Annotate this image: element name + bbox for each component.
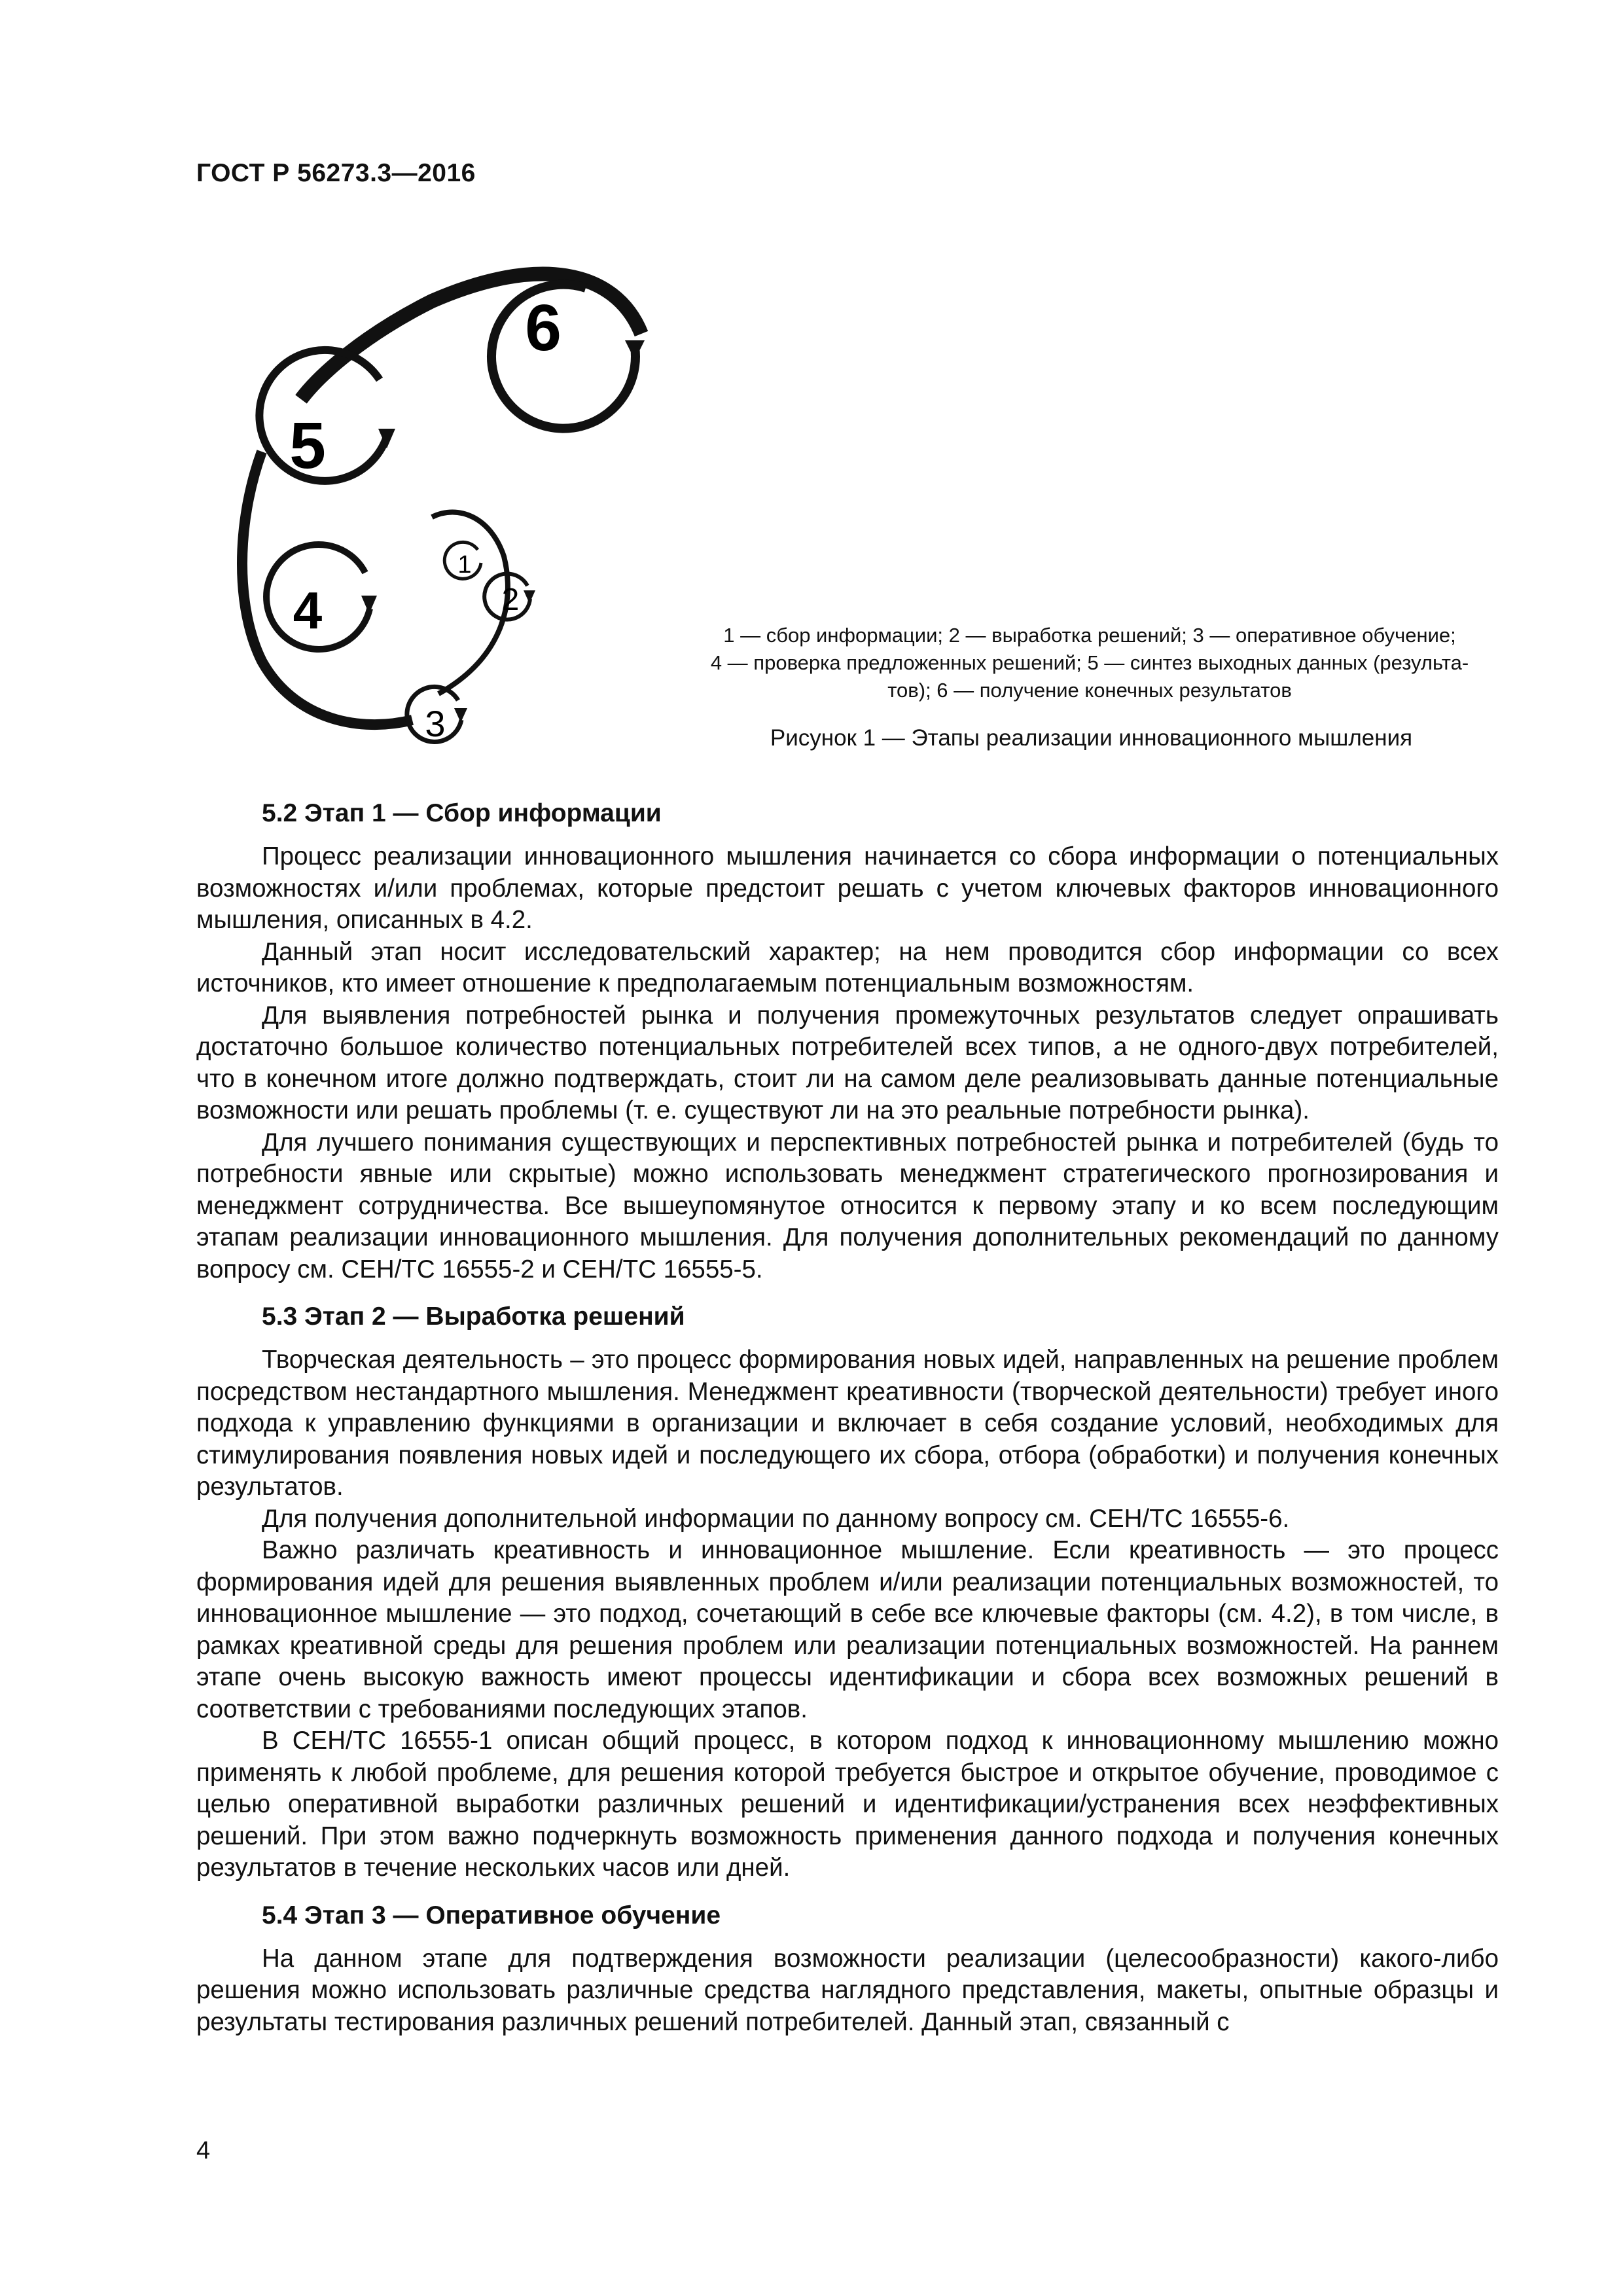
- paragraph: Для лучшего понимания существующих и перспективных потребностей рынка и потребителей (будь то потребности явные или скрытые) можно использовать менеджмент стратегического прогнозирования и менеджмент сотрудничества. Все вышеупомянутое относится к первому этапу и ко всем последующим этапам реализации инновационного мышления. Для получения дополнительных рекомендаций по данному вопросу см. CEH/TC 16555-2 и CEH/TC 16555-5.: [196, 1128, 1499, 1283]
- legend-line: 4 — проверка предложенных решений; 5 — синтез выходных данных (результа-: [710, 651, 1469, 674]
- stage-3-label: 3: [425, 703, 446, 744]
- page-number: 4: [196, 2137, 211, 2164]
- section-heading: 5.3 Этап 2 — Выработка решений: [262, 1302, 685, 1331]
- legend-line: 1 — сбор информации; 2 — выработка решений; 3 — оперативное обучение;: [723, 624, 1456, 647]
- paragraph: Для выявления потребностей рынка и получения промежуточных результатов следует опрашивать достаточно большое количество потенциальных потребителей всех типов, а не одного-двух потребителей, что в конечном итоге должно подтверждать, стоит ли на самом деле реализовывать данные потенциальные возможности или решать проблемы (т. е. существуют ли на это реальные потребности рынка).: [196, 1001, 1499, 1124]
- stage-4-label: 4: [293, 581, 323, 639]
- paragraph: Данный этап носит исследовательский характер; на нем проводится сбор информации со всех источников, кто имеет отношение к предполагаемым потенциальным возможностям.: [196, 937, 1499, 997]
- document-header: ГОСТ Р 56273.3—2016: [196, 159, 476, 187]
- stage-1-label: 1: [457, 551, 472, 579]
- paragraph: Для получения дополнительной информации по данному вопросу см. CEH/TC 16555-6.: [262, 1504, 1290, 1533]
- paragraph: На данном этапе для подтверждения возможности реализации (целесообразности) какого-либо решения можно использовать различные средства наглядного представления, макеты, опытные образцы и результаты тестирования различных решений потребителей. Данный этап, связанный с: [196, 1944, 1499, 2036]
- section-5-3: [196, 1299, 1499, 1884]
- stage-3-circle: [407, 687, 467, 744]
- stage-1-circle: [444, 542, 481, 579]
- section-5-4: [196, 1897, 1499, 2039]
- stage-2-label: 2: [501, 583, 520, 617]
- paragraph: Важно различать креативность и инновационное мышление. Если креативность — это процесс формирования идей для решения выявленных проблем и/или реализации потенциальных возможностей, то инновационное мышление — это подход, сочетающий в себе все ключевые факторы (см. 4.2), в том числе, в рамках креативной среды для решения проблем или реализации потенциальных возможностей. На раннем этапе очень высокую важность имеют процессы идентификации и сбора всех возможных решений в соответствии с требованиями последующих этапов.: [196, 1536, 1499, 1723]
- stage-5-label: 5: [289, 409, 326, 482]
- stage-6-label: 6: [525, 291, 562, 365]
- figure-caption: Рисунок 1 — Этапы реализации инновационного мышления: [770, 725, 1413, 751]
- paragraph: В CEH/TC 16555-1 описан общий процесс, в котором подход к инновационному мышлению можно применять к любой проблеме, для решения которой требуется быстрое и открытое обучение, проводимое с целью оперативной выработки различных решений и идентификации/устранения всех неэффективных решений. При этом важно подчеркнуть возможность применения данного подхода и получения конечных результатов в течение нескольких часов или дней.: [196, 1727, 1499, 1882]
- document-body: [196, 795, 1499, 2051]
- legend-line: тов); 6 — получение конечных результатов: [887, 679, 1292, 702]
- section-5-2: [196, 795, 1499, 1285]
- figure-legend: [684, 622, 1495, 704]
- stage-4-circle: [266, 545, 377, 649]
- paragraph: Процесс реализации инновационного мышления начинается со сбора информации о потенциальных возможностях и/или проблемах, которые предстоит решать с учетом ключевых факторов инновационного мышления, описанных в 4.2.: [196, 842, 1499, 934]
- section-heading: 5.4 Этап 3 — Оперативное обучение: [262, 1901, 721, 1929]
- innovation-stages-diagram: [223, 242, 694, 753]
- section-heading: 5.2 Этап 1 — Сбор информации: [262, 799, 662, 827]
- paragraph: Творческая деятельность – это процесс формирования новых идей, направленных на решение проблем посредством нестандартного мышления. Менеджмент креативности (творческой деятельности) требует иного подхода к управлению функциями в организации и включает в себя создание условий, необходимых для стимулирования появления новых идей и последующего их сбора, отбора (обработки) и получения конечных результатов.: [196, 1346, 1499, 1501]
